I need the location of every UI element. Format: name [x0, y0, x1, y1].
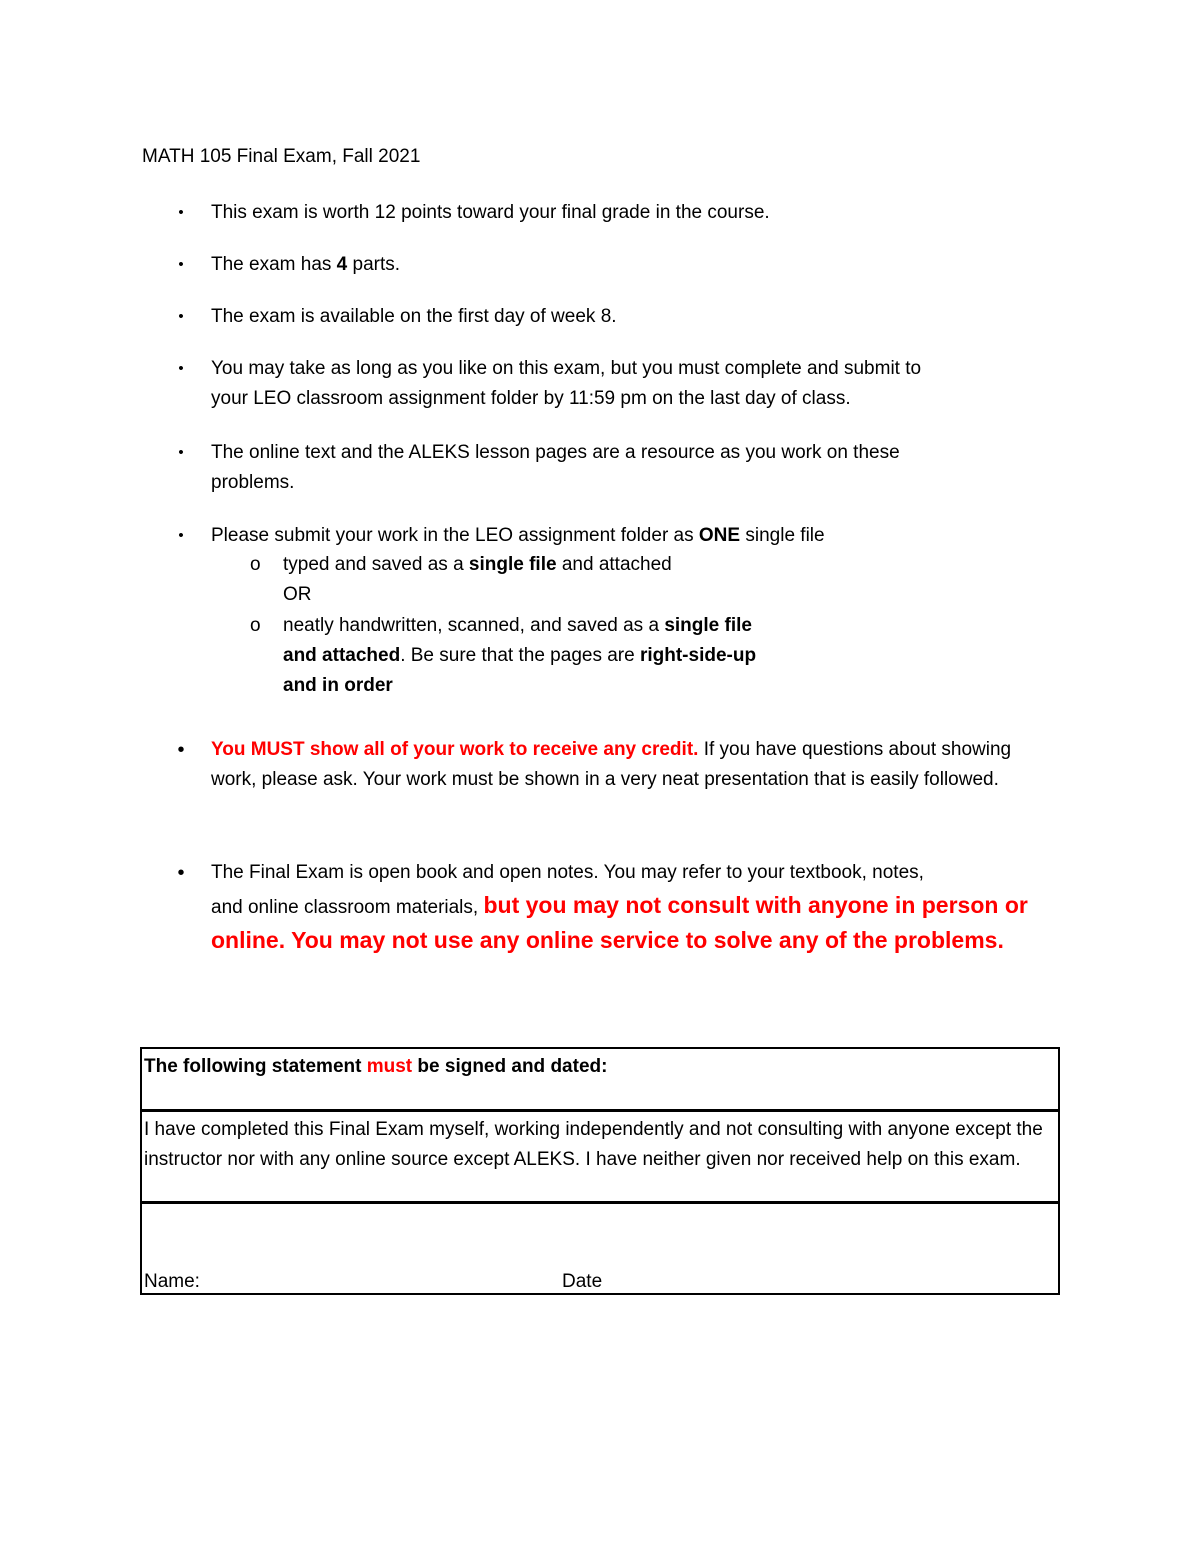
- exam-parts-suffix: parts.: [347, 254, 401, 275]
- time-limit-line-1: You may take as long as you like on this exam, but you must complete and submit to: [211, 358, 922, 379]
- bullet-icon: •: [178, 308, 184, 325]
- name-label: Name:: [144, 1271, 200, 1292]
- show-work-text: If you have questions about showing work, please ask. Your work must be shown in a very neat presentation that is easily followed.: [211, 739, 1012, 790]
- bullet-icon: •: [178, 256, 184, 273]
- list-item-submission: [178, 521, 1081, 551]
- option-handwritten-bold-2: right-side-up and in order: [283, 645, 757, 696]
- date-label: Date: [562, 1271, 603, 1292]
- signature-statement: I have completed this Final Exam myself, working independently and not consulting with anyone except the instructor nor with any online source except ALEKS. I have neither given nor received help on this exam.: [144, 1119, 1043, 1170]
- bullet-icon: •: [178, 204, 184, 221]
- show-work-warning: You MUST show all of your work to receive any credit.: [211, 739, 699, 760]
- bullet-icon: •: [177, 862, 185, 884]
- list-item-exam-worth: [178, 198, 1081, 228]
- submission-option-handwritten: [250, 611, 783, 701]
- open-book-line-2: and online classroom materials,: [211, 897, 484, 918]
- list-item-exam-parts: [178, 250, 1081, 280]
- bullet-icon: •: [178, 527, 184, 544]
- sub-bullet-icon: o: [250, 615, 261, 636]
- resources-line-1: The online text and the ALEKS lesson pages are a resource as you work on these: [211, 442, 900, 463]
- signature-heading-prefix: The following statement: [144, 1056, 367, 1077]
- signature-divider: [142, 1201, 1058, 1204]
- sub-bullet-icon: o: [250, 554, 261, 575]
- option-handwritten-prefix: neatly handwritten, scanned, and saved as a: [283, 615, 665, 636]
- list-item-resources: [178, 438, 1081, 498]
- submission-option-typed: [250, 550, 803, 580]
- open-book-line-1: The Final Exam is open book and open notes. You may refer to your textbook, notes,: [211, 862, 924, 883]
- exam-worth-text: This exam is worth 12 points toward your final grade in the course.: [211, 202, 770, 223]
- page-title: MATH 105 Final Exam, Fall 2021: [142, 146, 421, 167]
- bullet-icon: •: [178, 444, 184, 461]
- time-limit-line-2: your LEO classroom assignment folder by 11:59 pm on the last day of class.: [211, 388, 851, 409]
- option-typed-bold: single file: [468, 554, 557, 575]
- open-book-continued: [211, 889, 1051, 959]
- list-item-open-book: [177, 858, 1081, 888]
- resources-line-2: problems.: [211, 472, 295, 493]
- signature-heading-suffix: be signed and dated:: [412, 1056, 608, 1077]
- submission-prefix: Please submit your work in the LEO assignment folder as: [211, 525, 699, 546]
- option-handwritten-mid: . Be sure that the pages are: [400, 645, 640, 666]
- availability-text: The exam is available on the first day of week 8.: [211, 306, 617, 327]
- option-typed-prefix: typed and saved as a: [283, 554, 469, 575]
- list-item-show-work: [177, 735, 1061, 795]
- no-consult-warning: but you may not consult with anyone in person or online. You may not use any online service to solve any of the problems.: [211, 892, 1028, 953]
- exam-parts-prefix: The exam has: [211, 254, 337, 275]
- bullet-icon: •: [177, 739, 185, 761]
- option-handwritten-bold: single file and attached: [283, 615, 752, 666]
- option-typed-suffix: and attached: [556, 554, 672, 575]
- signature-box: [140, 1047, 1060, 1295]
- list-item-time-limit: [178, 354, 1081, 414]
- submission-or: OR: [283, 584, 312, 605]
- exam-parts-count: 4: [336, 254, 348, 275]
- signature-divider: [142, 1109, 1058, 1112]
- bullet-icon: •: [178, 360, 184, 377]
- submission-suffix: single file: [740, 525, 825, 546]
- signature-fields: [142, 1267, 1058, 1297]
- signature-heading: [142, 1052, 1058, 1082]
- submission-one: ONE: [698, 525, 741, 546]
- signature-heading-must: must: [366, 1056, 413, 1077]
- list-item-availability: [178, 302, 1081, 332]
